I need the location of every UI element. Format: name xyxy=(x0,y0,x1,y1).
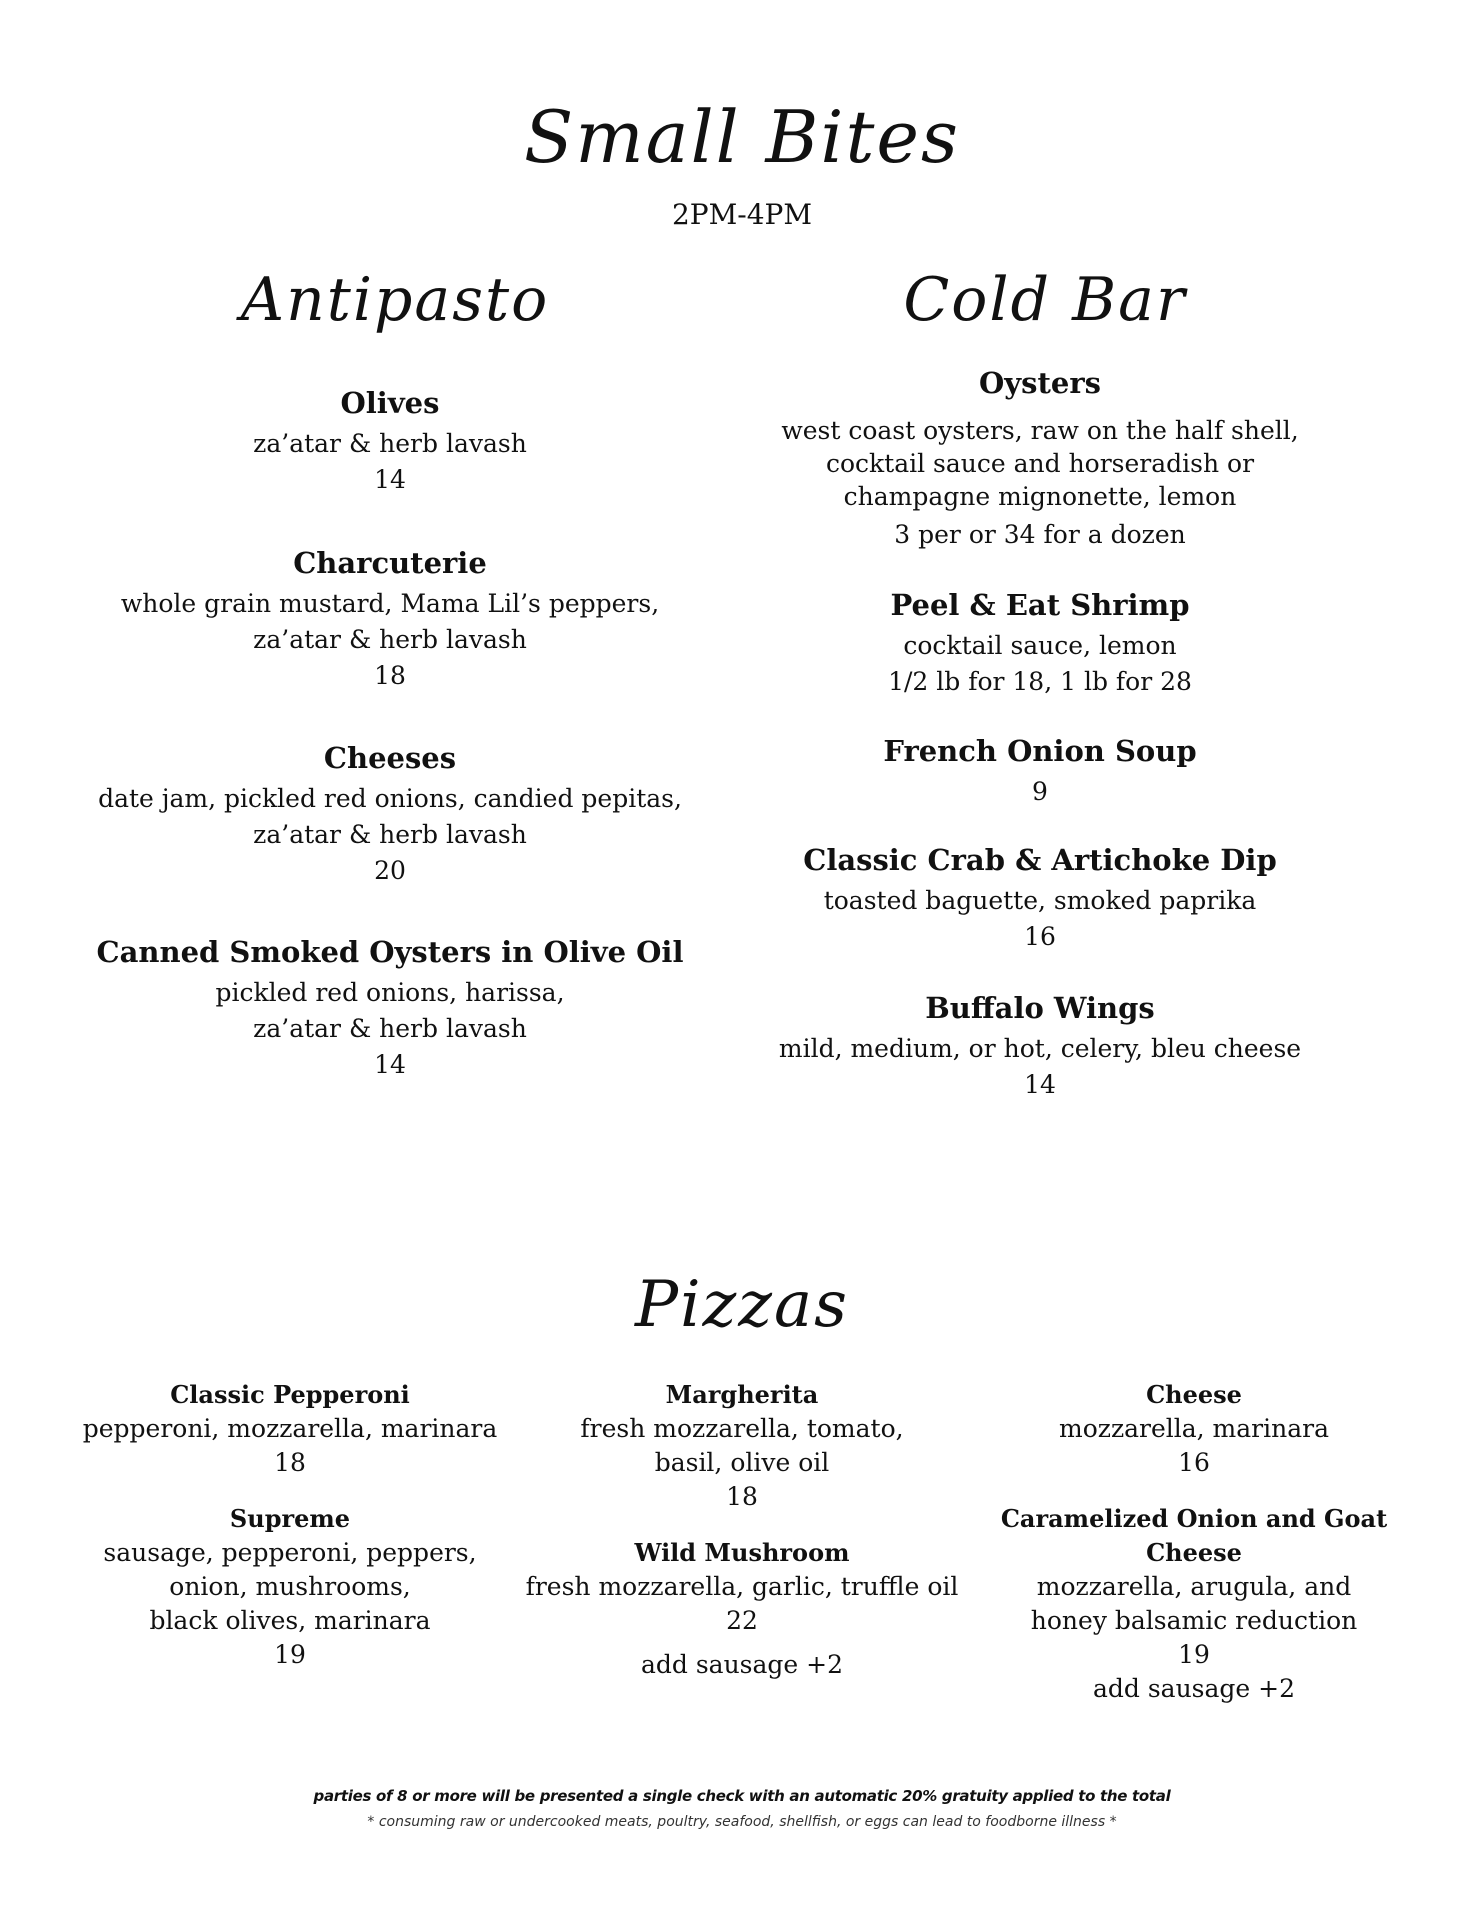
menu-item-canned-smoked-oysters xyxy=(60,935,720,1083)
item-description: black olives, marinara xyxy=(149,1606,431,1635)
item-description: za’atar & herb lavash xyxy=(253,1014,527,1043)
menu-item-crab-artichoke-dip xyxy=(740,843,1340,955)
item-description: champagne mignonette, lemon xyxy=(843,482,1237,511)
item-price: 18 xyxy=(726,1482,758,1511)
item-name: Classic Pepperoni xyxy=(170,1380,410,1409)
item-name: Oysters xyxy=(979,366,1101,400)
item-name: Charcuterie xyxy=(293,546,487,580)
item-name: Caramelized Onion and Goat xyxy=(1000,1504,1388,1533)
menu-item-buffalo-wings xyxy=(740,991,1340,1103)
item-name: Classic Crab & Artichoke Dip xyxy=(803,843,1277,877)
section-heading-pizzas: Pizzas xyxy=(635,1268,849,1342)
pizza-item-supreme xyxy=(70,1502,510,1672)
addon-note: add sausage +2 xyxy=(640,1650,844,1679)
gratuity-note: parties of 8 or more will be presented a single check with an automatic 20% gratuity applied to the total xyxy=(313,1787,1171,1805)
item-name: Cheese xyxy=(1146,1380,1242,1409)
item-price: 14 xyxy=(374,465,406,494)
item-description: onion, mushrooms, xyxy=(169,1572,411,1601)
item-description: za’atar & herb lavash xyxy=(253,625,527,654)
item-description: basil, olive oil xyxy=(654,1448,830,1477)
item-price: 16 xyxy=(1024,922,1056,951)
pizza-item-wild-mushroom xyxy=(522,1536,962,1682)
section-heading-cold-bar: Cold Bar xyxy=(903,265,1187,335)
item-price: 20 xyxy=(374,856,406,885)
item-price: 9 xyxy=(1032,777,1048,806)
item-description: cocktail sauce and horseradish or xyxy=(825,449,1255,478)
item-description: mozzarella, arugula, and xyxy=(1036,1572,1352,1601)
item-name: Canned Smoked Oysters in Olive Oil xyxy=(96,935,684,969)
item-description: west coast oysters, raw on the half shell, xyxy=(781,416,1299,445)
item-description: toasted baguette, smoked paprika xyxy=(823,886,1257,915)
item-price: 3 per or 34 for a dozen xyxy=(894,520,1186,549)
item-description: fresh mozzarella, garlic, truffle oil xyxy=(525,1572,959,1601)
item-description: mild, medium, or hot, celery, bleu cheese xyxy=(778,1034,1302,1063)
item-name: Wild Mushroom xyxy=(634,1538,850,1567)
menu-item-peel-eat-shrimp xyxy=(740,588,1340,700)
item-name: Olives xyxy=(340,386,440,420)
item-price: 16 xyxy=(1178,1448,1210,1477)
section-heading-antipasto: Antipasto xyxy=(240,265,550,335)
item-name: Buffalo Wings xyxy=(925,991,1155,1025)
item-description: whole grain mustard, Mama Lil’s peppers, xyxy=(120,589,660,618)
item-price: 14 xyxy=(1024,1070,1056,1099)
pizza-item-margherita xyxy=(522,1378,962,1514)
item-name: French Onion Soup xyxy=(883,734,1197,768)
item-description: honey balsamic reduction xyxy=(1030,1606,1358,1635)
item-description: fresh mozzarella, tomato, xyxy=(580,1414,904,1443)
menu-item-olives xyxy=(90,386,690,498)
item-price: 18 xyxy=(374,661,406,690)
menu-item-cheeses xyxy=(90,741,690,889)
item-price: 1/2 lb for 18, 1 lb for 28 xyxy=(888,667,1192,696)
menu-item-oysters xyxy=(740,366,1340,553)
item-name: Cheeses xyxy=(323,741,457,775)
item-description: cocktail sauce, lemon xyxy=(903,631,1177,660)
item-name: Margherita xyxy=(665,1380,819,1409)
item-price: 19 xyxy=(274,1640,306,1669)
item-price: 22 xyxy=(726,1606,758,1635)
menu-title: Small Bites xyxy=(524,95,960,179)
item-price: 19 xyxy=(1178,1640,1210,1669)
item-description: pepperoni, mozzarella, marinara xyxy=(82,1414,498,1443)
food-safety-warning: * consuming raw or undercooked meats, poultry, seafood, shellfish, or eggs can lead to foodborne illness * xyxy=(367,1814,1117,1830)
item-name: Peel & Eat Shrimp xyxy=(890,588,1190,622)
pizza-item-cheese xyxy=(974,1378,1414,1480)
pizza-item-classic-pepperoni xyxy=(70,1378,510,1480)
service-hours: 2PM-4PM xyxy=(671,198,813,231)
item-name: Cheese xyxy=(1146,1538,1242,1567)
pizza-item-caramelized-onion-goat-cheese xyxy=(974,1502,1414,1706)
item-description: za’atar & herb lavash xyxy=(253,429,527,458)
item-description: za’atar & herb lavash xyxy=(253,820,527,849)
item-description: sausage, pepperoni, peppers, xyxy=(103,1538,477,1567)
addon-note: add sausage +2 xyxy=(1092,1674,1296,1703)
item-price: 18 xyxy=(274,1448,306,1477)
menu-item-charcuterie xyxy=(90,546,690,694)
item-name: Supreme xyxy=(229,1504,351,1533)
item-description: date jam, pickled red onions, candied pepitas, xyxy=(98,784,682,813)
item-price: 14 xyxy=(374,1050,406,1079)
menu-item-french-onion-soup xyxy=(740,734,1340,810)
item-description: mozzarella, marinara xyxy=(1059,1414,1329,1443)
item-description: pickled red onions, harissa, xyxy=(215,978,565,1007)
